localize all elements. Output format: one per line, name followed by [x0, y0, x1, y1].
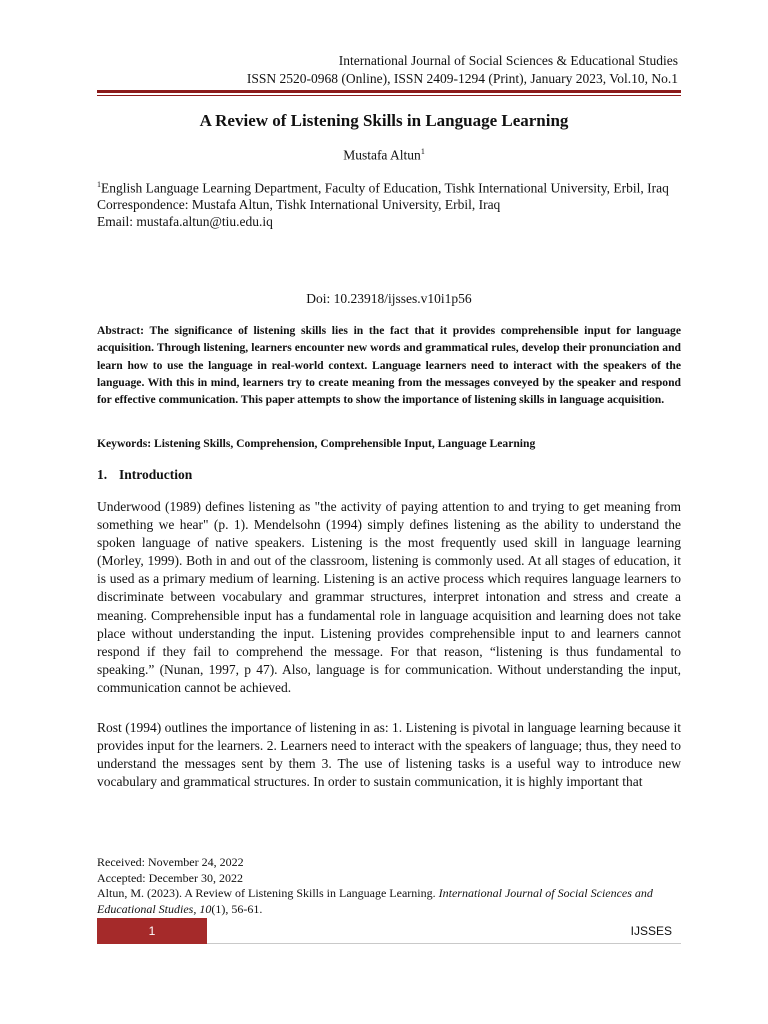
author-line [0, 147, 768, 164]
section-number: 1. [97, 467, 108, 482]
issn-line: ISSN 2520-0968 (Online), ISSN 2409-1294 (Print), January 2023, Vol.10, No.1 [246, 71, 678, 86]
header-rule-thin [97, 95, 681, 96]
footer-rule [207, 943, 681, 944]
journal-name: International Journal of Social Sciences & Educational Studies [338, 53, 678, 68]
abstract: Abstract: The significance of listening skills lies in the fact that it provides comprehensible input for language acquisition. Through listening, learners encounter new words and grammatical rules, develop their pronunciation and learn how to use the language in real-world context. Language learners need to interact with the speakers of the language. With this in mind, learners try to create meaning from the messages conveyed by the speaker and respond for effective communication. This paper attempts to show the importance of listening skills in language acquisition. [97, 324, 681, 407]
doi: Doi: 10.23918/ijsses.v10i1p56 [306, 291, 472, 306]
body-paragraph-1: Underwood (1989) defines listening as "the activity of paying attention to and trying to get meaning from something we hear" (p. 1). Mendelsohn (1994) simply defines listening as the ability to understand the spoken language of native speakers. Listening is the most frequently used skill in language learning (Morley, 1999). Both in and out of the classroom, listening is commonly used. At all stages of education, it is used as a primary medium of learning. Listening is an active process which requires language learners to discriminate between vocabulary and grammar structures, interpret intonation and stress and create a meaning. Comprehensible input has a fundamental role in language acquisition and learning does not take place without understanding the input. Listening provides comprehensible input to and learners cannot respond if they fail to comprehend the message. For that reason, “listening is thus fundamental to speaking.” (Nunan, 1997, p 47). Also, language is for communication. Without understanding the input, communication cannot be achieved. [97, 499, 681, 695]
section-heading [97, 467, 192, 483]
affiliation-block [97, 177, 681, 230]
header-rule-thick [97, 90, 681, 93]
affiliation-superscript: 1 [97, 180, 101, 189]
author-superscript: 1 [420, 147, 425, 156]
citation: Altun, M. (2023). A Review of Listening Skills in Language Learning. International Journal of Social Sciences and Educational Studies, 10(1), 56-61. [97, 886, 653, 916]
article-title: A Review of Listening Skills in Language Learning [199, 111, 569, 130]
section-title: Introduction [119, 467, 193, 482]
body-paragraph-2: Rost (1994) outlines the importance of listening in as: 1. Listening is pivotal in language learning because it provides input for the learners. 2. Learners need to interact with the speakers of language; thus, they need to understand the messages sent by them 3. The use of listening tasks is a useful way to introduce new vocabulary and grammatical structures. In order to sustain communication, it is highly important that [97, 720, 681, 790]
footer-journal-abbr: IJSSES [630, 924, 672, 938]
correspondence: Correspondence: Mustafa Altun, Tishk International University, Erbil, Iraq [97, 197, 501, 212]
running-header [247, 52, 678, 88]
page-number: 1 [97, 918, 207, 944]
keywords: Keywords: Listening Skills, Comprehension, Comprehensible Input, Language Learning [97, 437, 536, 450]
received-date: Received: November 24, 2022 [97, 855, 244, 869]
citation-journal: International Journal of Social Sciences and Educational Studies, 10 [97, 886, 653, 916]
author-name: Mustafa Altun [343, 147, 421, 163]
email: Email: mustafa.altun@tiu.edu.iq [97, 213, 273, 229]
affiliation: $^1$English Language Learning Department, Faculty of Education, Tishk International University, Erbil, Iraq [97, 180, 669, 196]
publication-info [97, 855, 687, 917]
accepted-date: Accepted: December 30, 2022 [97, 870, 243, 885]
